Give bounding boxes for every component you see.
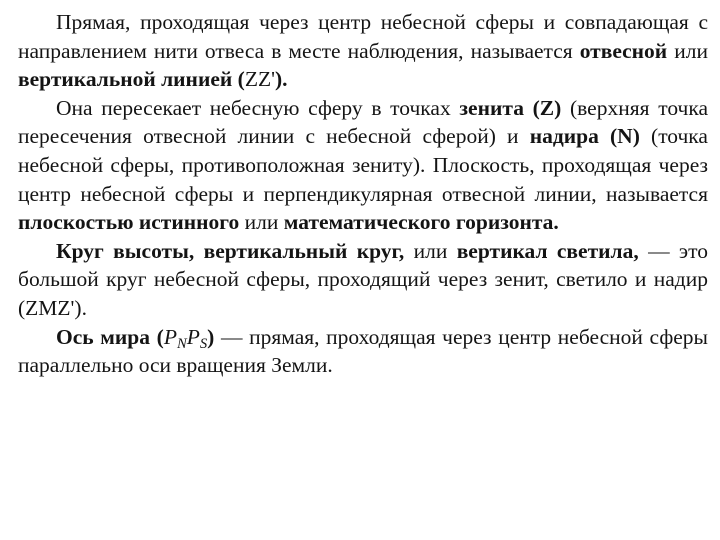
document-body [18,8,708,380]
bold-term: надира (N) [529,124,640,149]
bold-term: Круг высоты, вертикальный круг, [56,238,405,263]
run: или [239,210,284,235]
bold-term: математического горизонта. [283,210,559,235]
run: (верхняя точка пересечения отвесной линии с небесной сферой) и [18,95,708,149]
run [150,325,157,349]
run: или [404,238,457,263]
bold-term: ( [156,324,164,349]
run [176,325,187,352]
run [580,39,668,63]
run: — прямая, проходящая через центр небесной сферы параллельно оси вращения Земли. [18,324,708,378]
run [164,325,177,349]
run: Она пересекает небесную сферу в точках [56,95,460,120]
bold-term: вертикальной линией [18,67,233,92]
run [457,239,639,263]
run [18,210,239,234]
paragraph-vertical-circle [18,237,708,323]
bold-term: ). [274,67,288,92]
run [530,124,640,148]
bold-term: Ось мира [56,324,151,349]
run [187,325,200,349]
run [275,67,288,91]
bold-term: отвесной [579,38,668,63]
subscript: N [176,335,187,352]
run: (точка небесной сферы, противоположная зениту). Плоскость, проходящая через центр небесной сферы и перпендикулярная отвесной линии, называется [18,124,708,206]
paragraph-vertical-line [18,8,708,94]
run: ZZ' [244,67,275,92]
run: или [667,38,708,63]
run [18,67,232,91]
text-run: P [186,324,200,349]
run [284,210,559,234]
run [157,325,164,349]
run [459,96,561,120]
paragraph-zenith-nadir [18,94,708,237]
bold-term: вертикал светила, [456,238,639,263]
run [56,239,404,263]
bold-term: зенита (Z) [459,95,562,120]
subscript: S [199,335,208,352]
run [238,67,245,91]
paragraph-world-axis [18,323,708,380]
run: Прямая, проходящая через центр небесной сферы и совпадающая с направлением нити отвеса в месте наблюдения, называется [18,10,708,63]
bold-term: ) [207,324,215,349]
run: — это большой круг небесной сферы, проходящий через зенит, светило и надир (ZMZ'). [18,238,709,320]
text-run: P [163,324,177,349]
bold-term: ( [237,67,245,92]
bold-term: плоскостью истинного [18,210,240,235]
run [56,325,150,349]
